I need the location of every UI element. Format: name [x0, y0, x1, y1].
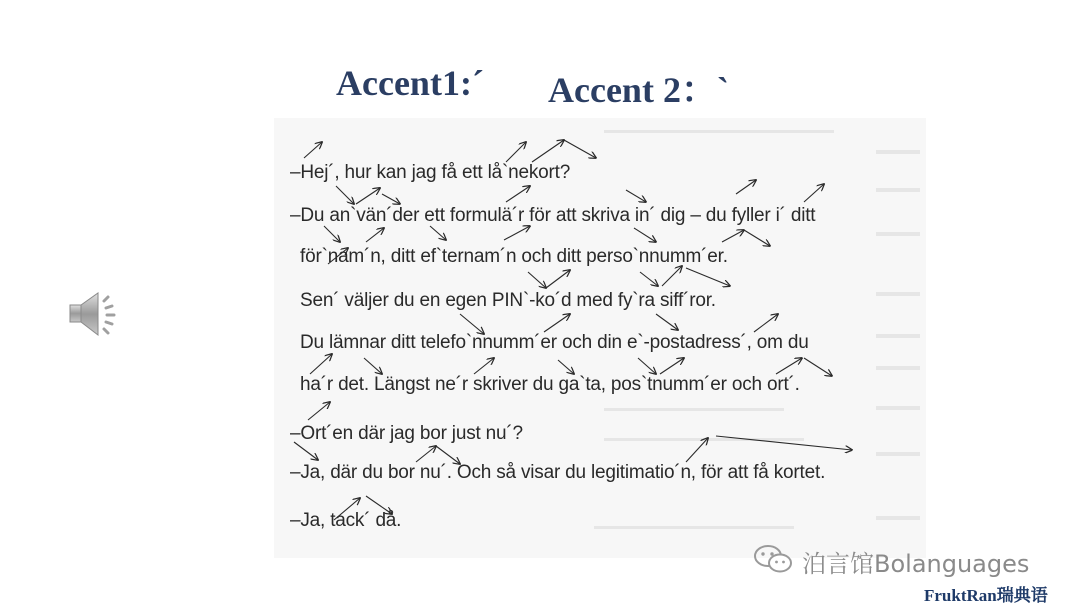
fall-arrow	[638, 358, 656, 374]
brand-label: FruktRan瑞典语	[924, 586, 1048, 605]
fall-arrow	[436, 446, 460, 464]
rise-arrow	[546, 270, 570, 288]
rise-arrow	[660, 358, 684, 374]
accent1-label: Accent1:´	[336, 63, 484, 103]
rise-arrow	[506, 142, 526, 162]
rise-arrow	[804, 184, 824, 202]
fall-arrow	[324, 226, 340, 242]
speaker-icon[interactable]	[66, 288, 126, 340]
fall-arrow	[460, 314, 484, 334]
fall-arrow	[528, 272, 546, 288]
fall-arrow	[804, 358, 832, 376]
rise-arrow	[504, 226, 530, 240]
dialogue-line: ha´r det. Längst ne´r skriver du ga`ta, pos`tnumm´er och ort´.	[300, 374, 800, 395]
watermark	[752, 544, 1052, 578]
rise-arrow	[662, 266, 682, 286]
rise-arrow	[328, 248, 348, 264]
fall-arrow	[558, 360, 574, 374]
rise-arrow	[304, 142, 322, 158]
rise-arrow	[686, 438, 708, 462]
rise-arrow	[356, 188, 380, 204]
fall-arrow	[686, 268, 730, 286]
accent2-label: Accent 2：`	[548, 70, 729, 110]
dialogue-line: för`nam´n, ditt ef`ternam´n och ditt perso`nnumm´er.	[300, 246, 728, 267]
dialogue-line: –Du an`vän´der ett formulä´r för att skriva in´ dig – du fyller i´ ditt	[290, 205, 816, 226]
dialogue-line: –Ort´en där jag bor just nu´?	[290, 423, 523, 444]
dialogue-line: Sen´ väljer du en egen PIN`-ko´d med fy`ra siff´ror.	[300, 290, 716, 311]
fall-arrow	[336, 186, 354, 204]
fall-arrow	[294, 442, 318, 460]
fall-arrow	[430, 226, 446, 240]
rise-arrow	[754, 314, 778, 332]
intonation-arrows	[274, 118, 926, 558]
textbook-scan	[274, 118, 926, 558]
rise-arrow	[416, 446, 436, 462]
fall-arrow	[364, 358, 382, 374]
rise-arrow	[474, 358, 494, 374]
rise-arrow	[366, 228, 384, 242]
dialogue-line: Du lämnar ditt telefo`nnumm´er och din e`-postadress´, om du	[300, 332, 809, 353]
watermark-text: 泊言馆Bolanguages	[802, 550, 1030, 578]
rise-arrow	[544, 314, 570, 332]
fall-arrow	[564, 140, 596, 158]
rise-arrow	[506, 186, 530, 202]
rise-arrow	[736, 180, 756, 194]
wechat-icon	[752, 544, 796, 574]
fall-arrow	[656, 314, 678, 330]
dialogue-line: –Hej´, hur kan jag få ett lå`nekort?	[290, 162, 571, 183]
dialogue-line: –Ja, tack´ då.	[290, 510, 402, 531]
rise-arrow	[334, 498, 360, 520]
fall-arrow	[744, 230, 770, 246]
fall-arrow	[716, 436, 852, 450]
rise-arrow	[310, 354, 332, 374]
fall-arrow	[626, 190, 646, 202]
slide-title	[0, 62, 1080, 112]
fall-arrow	[382, 194, 400, 204]
fall-arrow	[640, 272, 658, 286]
fall-arrow	[634, 228, 656, 242]
dialogue-line: –Ja, där du bor nu´. Och så visar du legitimatio´n, för att få kortet.	[290, 462, 826, 483]
rise-arrow	[308, 402, 330, 420]
rise-arrow	[532, 140, 564, 162]
rise-arrow	[722, 230, 744, 242]
fall-arrow	[366, 496, 392, 514]
rise-arrow	[776, 358, 802, 374]
